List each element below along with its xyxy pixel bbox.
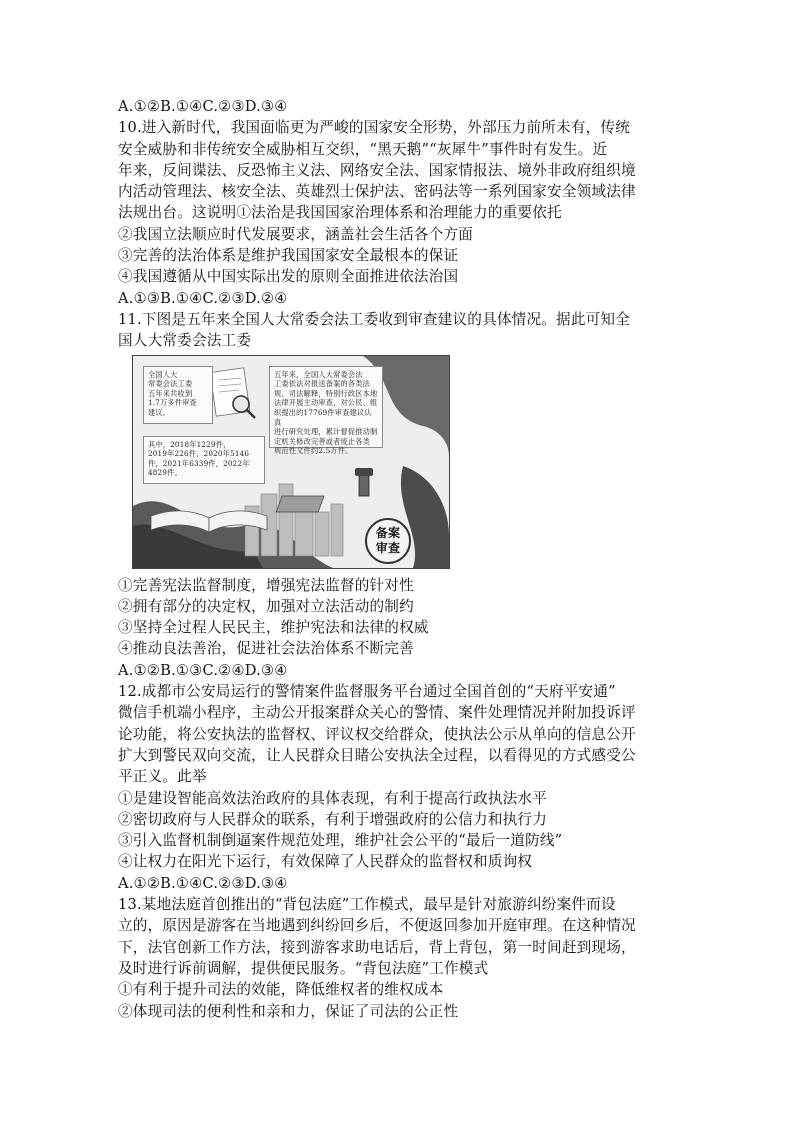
q11-statement: ③坚持全过程人民民主，维护宪法和法律的权威 bbox=[118, 619, 429, 637]
q11-statement: ②拥有部分的决定权，加强对立法活动的制约 bbox=[118, 597, 414, 615]
stamp-text-line: 备案 bbox=[375, 525, 401, 540]
review-infographic bbox=[132, 355, 450, 569]
q13-stem-line: 及时进行诉前调解，提供便民服务。“背包法庭”工作模式 bbox=[118, 959, 489, 977]
question-12 bbox=[118, 681, 688, 894]
q10-statement: ④我国遵循从中国实际出发的原则全面推进依法治国 bbox=[118, 268, 459, 286]
q10-stem-line: 安全威胁和非传统安全威胁相互交织，“黑天鹅”“灰犀牛”事件时有发生。近 bbox=[118, 140, 608, 158]
info-card-review-line: 织提出的17769件审查建议认真 bbox=[274, 407, 372, 427]
question-13 bbox=[118, 894, 688, 1022]
q10-stem-line: 内活动管理法、核安全法、英雄烈士保护法、密码法等一系列国家安全领域法律 bbox=[118, 183, 636, 201]
info-card-review-line: 法律开展主动审查，对公民、组 bbox=[274, 398, 378, 408]
q11-stem-line: 11.下图是五年来全国人大常委会法工委收到审查建议的具体情况。据此可知全 bbox=[118, 310, 631, 328]
info-card-review-line: 五年来，全国人大常委会法 bbox=[274, 369, 363, 379]
q13-statement: ②体现司法的便利性和亲和力，保证了司法的公正性 bbox=[118, 1002, 459, 1020]
q12-statement: ④让权力在阳光下运行，有效保障了人民群众的监督权和质询权 bbox=[118, 853, 533, 871]
filing-review-stamp bbox=[365, 518, 411, 564]
q13-statement: ①有利于提升司法的效能，降低维权者的维权成本 bbox=[118, 981, 444, 999]
info-card-total-line: 常委会法工委 bbox=[148, 379, 193, 389]
q13-stem-line: 下，法官创新工作方法，接到游客求助电话后，背上背包，第一时间赶到现场， bbox=[118, 938, 636, 956]
info-card-review bbox=[269, 366, 383, 456]
q12-statement: ①是建设智能高效法治政府的具体表现，有利于提高行政执法水平 bbox=[118, 789, 548, 807]
q11-statement: ①完善宪法监督制度，增强宪法监督的针对性 bbox=[118, 576, 414, 594]
info-card-review-line: 规范性文件约2.5万件。 bbox=[274, 446, 353, 456]
info-card-review-line: 工委依法对报送备案的各类法 bbox=[274, 379, 371, 389]
q13-stem-line: 13.某地法庭首创推出的“背包法庭”工作模式，最早是针对旅游纠纷案件而设 bbox=[118, 896, 616, 914]
q12-statement: ②密切政府与人民群众的联系，有利于增强政府的公信力和执行力 bbox=[118, 810, 548, 828]
q10-statement: ②我国立法顺应时代发展要求，涵盖社会生活各个方面 bbox=[118, 225, 474, 243]
exam-content bbox=[118, 96, 688, 1022]
info-card-yearly bbox=[143, 436, 265, 484]
info-card-yearly-line: 件，2021年6339件，2022年 bbox=[148, 458, 250, 468]
stamp-text-line: 审查 bbox=[375, 540, 401, 555]
info-card-total-line: 全国人大 bbox=[148, 369, 178, 379]
info-card-review-line: 定机关修改完善或者废止各类 bbox=[274, 436, 371, 446]
q11-stem-line: 国人大常委会法工委 bbox=[118, 332, 252, 350]
q9-options: A.①②B.①④C.②③D.③④ bbox=[118, 98, 288, 115]
info-card-total bbox=[143, 366, 213, 424]
q10-stem-line: 法规出台。这说明①法治是我国国家治理体系和治理能力的重要依托 bbox=[118, 204, 562, 222]
info-card-yearly-line: 2019年226件，2020年5146 bbox=[148, 449, 250, 459]
q12-stem-line: 扩大到警民双向交流，让人民群众目睹公安执法全过程，以看得见的方式感受公 bbox=[118, 746, 636, 764]
q12-options: A.①②B.①④C.②③D.③④ bbox=[118, 874, 288, 892]
q11-options: A.①②B.①③C.②④D.③④ bbox=[118, 661, 288, 679]
q12-stem-line: 平正义。此举 bbox=[118, 768, 207, 786]
info-card-total-line: 1.7万多件审查 bbox=[148, 398, 197, 408]
question-10 bbox=[118, 117, 688, 309]
q10-options: A.①③B.①④C.②③D.②④ bbox=[118, 289, 288, 307]
info-card-review-line: 进行研究处理，累计督促推动制 bbox=[274, 427, 378, 437]
info-card-total-line: 五年来共收到 bbox=[148, 388, 193, 398]
q11-statement: ④推动良法善治，促进社会法治体系不断完善 bbox=[118, 640, 414, 658]
document-magnifier-icon bbox=[210, 367, 255, 417]
q12-stem-line: 微信手机端小程序，主动公开报案群众关心的警情、案件处理情况并附加投诉评 bbox=[118, 704, 636, 722]
question-11 bbox=[118, 309, 688, 681]
info-card-yearly-line: 其中，2018年1229件， bbox=[148, 439, 231, 449]
q12-stem-line: 论功能，将公安执法的监督权、评议权交给群众，使执法公示从单向的信息公开 bbox=[118, 725, 636, 743]
q13-stem-line: 立的，原因是游客在当地遇到纠纷回乡后，不便返回参加开庭审理。在这种情况 bbox=[118, 917, 636, 935]
q10-stem-line: 10.进入新时代，我国面临更为严峻的国家安全形势，外部压力前所未有，传统 bbox=[118, 119, 631, 137]
q10-statement: ③完善的法治体系是维护我国国家安全最根本的保证 bbox=[118, 247, 459, 265]
q12-stem-line: 12.成都市公安局运行的警情案件监督服务平台通过全国首创的“天府平安通” bbox=[118, 683, 616, 701]
info-card-review-line: 规、司法解释，特别行政区本地 bbox=[274, 388, 378, 398]
info-card-total-line: 建议。 bbox=[148, 407, 171, 417]
q10-stem-line: 年来，反间谍法、反恐怖主义法、网络安全法、国家情报法、境外非政府组织境 bbox=[118, 161, 636, 179]
info-card-yearly-line: 4829件。 bbox=[148, 468, 182, 478]
q12-statement: ③引入监督机制倒逼案件规范处理，维护社会公平的“最后一道防线” bbox=[118, 832, 563, 850]
